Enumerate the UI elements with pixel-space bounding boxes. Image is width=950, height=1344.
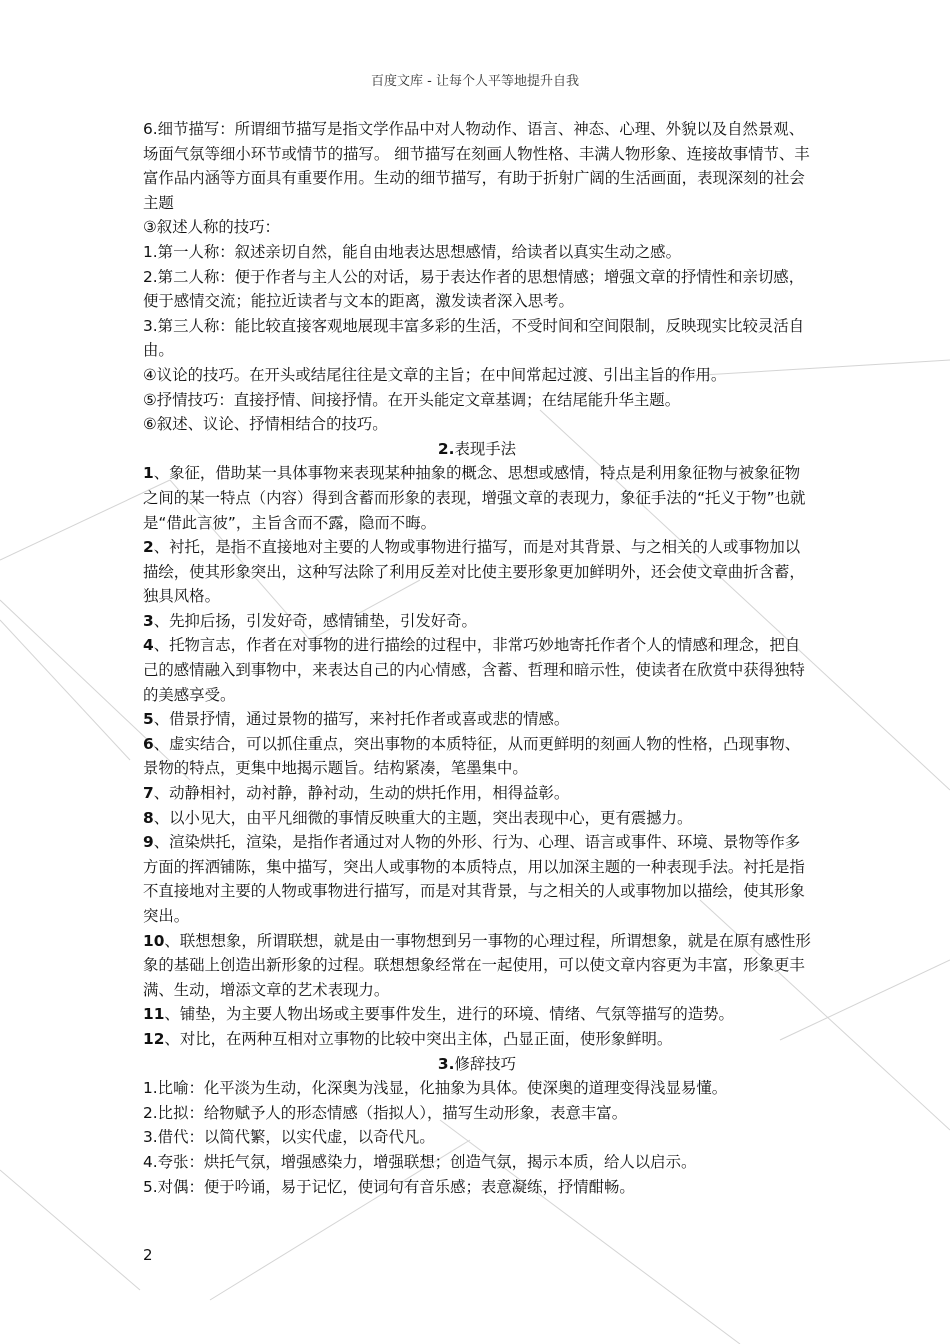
section-heading-rhetoric: [143, 1052, 811, 1077]
item-text: 、铺垫，为主要人物出场或主要事件发生，进行的环境、情绪、气氛等描写的造势。: [164, 1005, 734, 1024]
list-item: [143, 929, 811, 1003]
paragraph-detail-description: 6.细节描写：所谓细节描写是指文学作品中对人物动作、语言、神态、心理、外貌以及自然景观、场面气氛等细小环节或情节的描写。 细节描写在刻画人物性格、丰满人物形象、连接故事情节、丰富作品内涵等方面具有重要作用。生动的细节描写，有助于折射广阔的生活画面，表现深刻的社会主题: [143, 120, 810, 212]
list-item: [143, 732, 811, 781]
paragraph-lyrical-technique: ⑤抒情技巧：直接抒情、间接抒情。在开头能定文章基调；在结尾能升华主题。: [143, 390, 681, 409]
list-item: [143, 609, 811, 634]
item-number: 8: [143, 808, 154, 827]
item-number: 2: [143, 538, 154, 557]
list-item: [143, 707, 811, 732]
item-text: 、渲染烘托，渲染，是指作者通过对人物的外形、行为、心理、语言或事件、环境、景物等作多方面的挥洒铺陈，集中描写，突出人或事物的本质特点，用以加深主题的一种表现手法。衬托是指不直接地对主要的人物或事物进行描写，而是对其背景，与之相关的人或事物加以描绘，使其形象突出。: [143, 833, 805, 925]
paragraph-narrative-person-heading: ③叙述人称的技巧：: [143, 218, 280, 237]
section-title: 修辞技巧: [454, 1054, 517, 1073]
list-item: 3.借代：以简代繁，以实代虚，以奇代凡。: [143, 1128, 435, 1147]
list-item: 1.比喻：化平淡为生动，化深奥为浅显，化抽象为具体。使深奥的道理变得浅显易懂。: [143, 1079, 728, 1098]
item-text: 、以小见大，由平凡细微的事情反映重大的主题，突出表现中心，更有震撼力。: [153, 808, 693, 827]
page-header: 百度文库 - 让每个人平等地提升自我: [371, 74, 579, 89]
section-number: 3.: [437, 1054, 455, 1073]
item-text: 、联想想象，所谓联想，就是由一事物想到另一事物的心理过程，所谓想象，就是在原有感性形象的基础上创造出新形象的过程。联想想象经常在一起使用，可以使文章内容更为丰富，形象更丰满、生动，增添文章的艺术表现力。: [143, 931, 811, 999]
item-text: 、衬托，是指不直接地对主要的人物或事物进行描写，而是对其背景、与之相关的人或事物加以描绘，使其形象突出，这种写法除了利用反差对比使主要形象更加鲜明外，还会使文章曲折含蓄，独具风格。: [143, 538, 805, 606]
item-number: 9: [143, 833, 154, 852]
paragraph-second-person: 2.第二人称：便于作者与主人公的对话，易于表达作者的思想情感；增强文章的抒情性和亲切感，便于感情交流；能拉近读者与文本的距离，激发读者深入思考。: [143, 267, 805, 311]
item-text: 、虚实结合，可以抓住重点，突出事物的本质特征，从而更鲜明的刻画人物的性格，凸现事物、景物的特点，更集中地揭示题旨。结构紧凑，笔墨集中。: [143, 734, 801, 778]
list-item: [143, 633, 811, 707]
item-text: 、先抑后扬，引发好奇，感情铺垫，引发好奇。: [153, 611, 477, 630]
list-item: [143, 1027, 811, 1052]
item-text: 、动静相衬，动衬静，静衬动，生动的烘托作用，相得益彰。: [153, 784, 570, 803]
item-number: 6: [143, 734, 154, 753]
paragraph-first-person: 1.第一人称：叙述亲切自然，能自由地表达思想感情，给读者以真实生动之感。: [143, 242, 681, 261]
list-item: 5.对偶：便于吟诵，易于记忆，使词句有音乐感；表意凝练，抒情酣畅。: [143, 1177, 635, 1196]
item-text: 、象征，借助某一具体事物来表现某种抽象的概念、思想或感情，特点是利用象征物与被象征物之间的某一特点（内容）得到含蓄而形象的表现，增强文章的表现力，象征手法的“托义于物”也就是“借此言彼”，主旨含而不露，隐而不晦。: [143, 464, 806, 532]
list-item: [143, 830, 811, 928]
item-number: 11: [143, 1005, 165, 1024]
item-number: 5: [143, 710, 154, 729]
list-item: [143, 1002, 811, 1027]
section-number: 2.: [437, 439, 455, 458]
item-text: 、对比，在两种互相对立事物的比较中突出主体，凸显正面，使形象鲜明。: [164, 1029, 673, 1048]
document-body: [143, 117, 811, 1199]
paragraph-third-person: 3.第三人称：能比较直接客观地展现丰富多彩的生活，不受时间和空间限制，反映现实比较灵活自由。: [143, 316, 805, 360]
item-number: 3: [143, 611, 154, 630]
section-title: 表现手法: [454, 439, 517, 458]
page-number: 2: [143, 1246, 153, 1264]
paragraph-argument-technique: ④议论的技巧。在开头或结尾往往是文章的主旨；在中间常起过渡、引出主旨的作用。: [143, 365, 727, 384]
item-number: 7: [143, 784, 154, 803]
list-item: 4.夸张：烘托气氛，增强感染力，增强联想；创造气氛，揭示本质，给人以启示。: [143, 1152, 697, 1171]
list-item: [143, 781, 811, 806]
item-number: 10: [143, 931, 165, 950]
list-item: [143, 806, 811, 831]
item-number: 12: [143, 1029, 165, 1048]
item-number: 1: [143, 464, 154, 483]
item-number: 4: [143, 636, 154, 655]
list-item: 2.比拟：给物赋予人的形态情感（指拟人），描写生动形象，表意丰富。: [143, 1103, 628, 1122]
list-item: [143, 461, 811, 535]
list-item: [143, 535, 811, 609]
item-text: 、借景抒情，通过景物的描写，来衬托作者或喜或悲的情感。: [153, 710, 570, 729]
paragraph-combined-technique: ⑥叙述、议论、抒情相结合的技巧。: [143, 415, 388, 434]
section-heading-expression: [143, 437, 811, 462]
item-text: 、托物言志，作者在对事物的进行描绘的过程中，非常巧妙地寄托作者个人的情感和理念，把自己的感情融入到事物中，来表达自己的内心情感，含蓄、哲理和暗示性，使读者在欣赏中获得独特的美感享受。: [143, 636, 805, 704]
